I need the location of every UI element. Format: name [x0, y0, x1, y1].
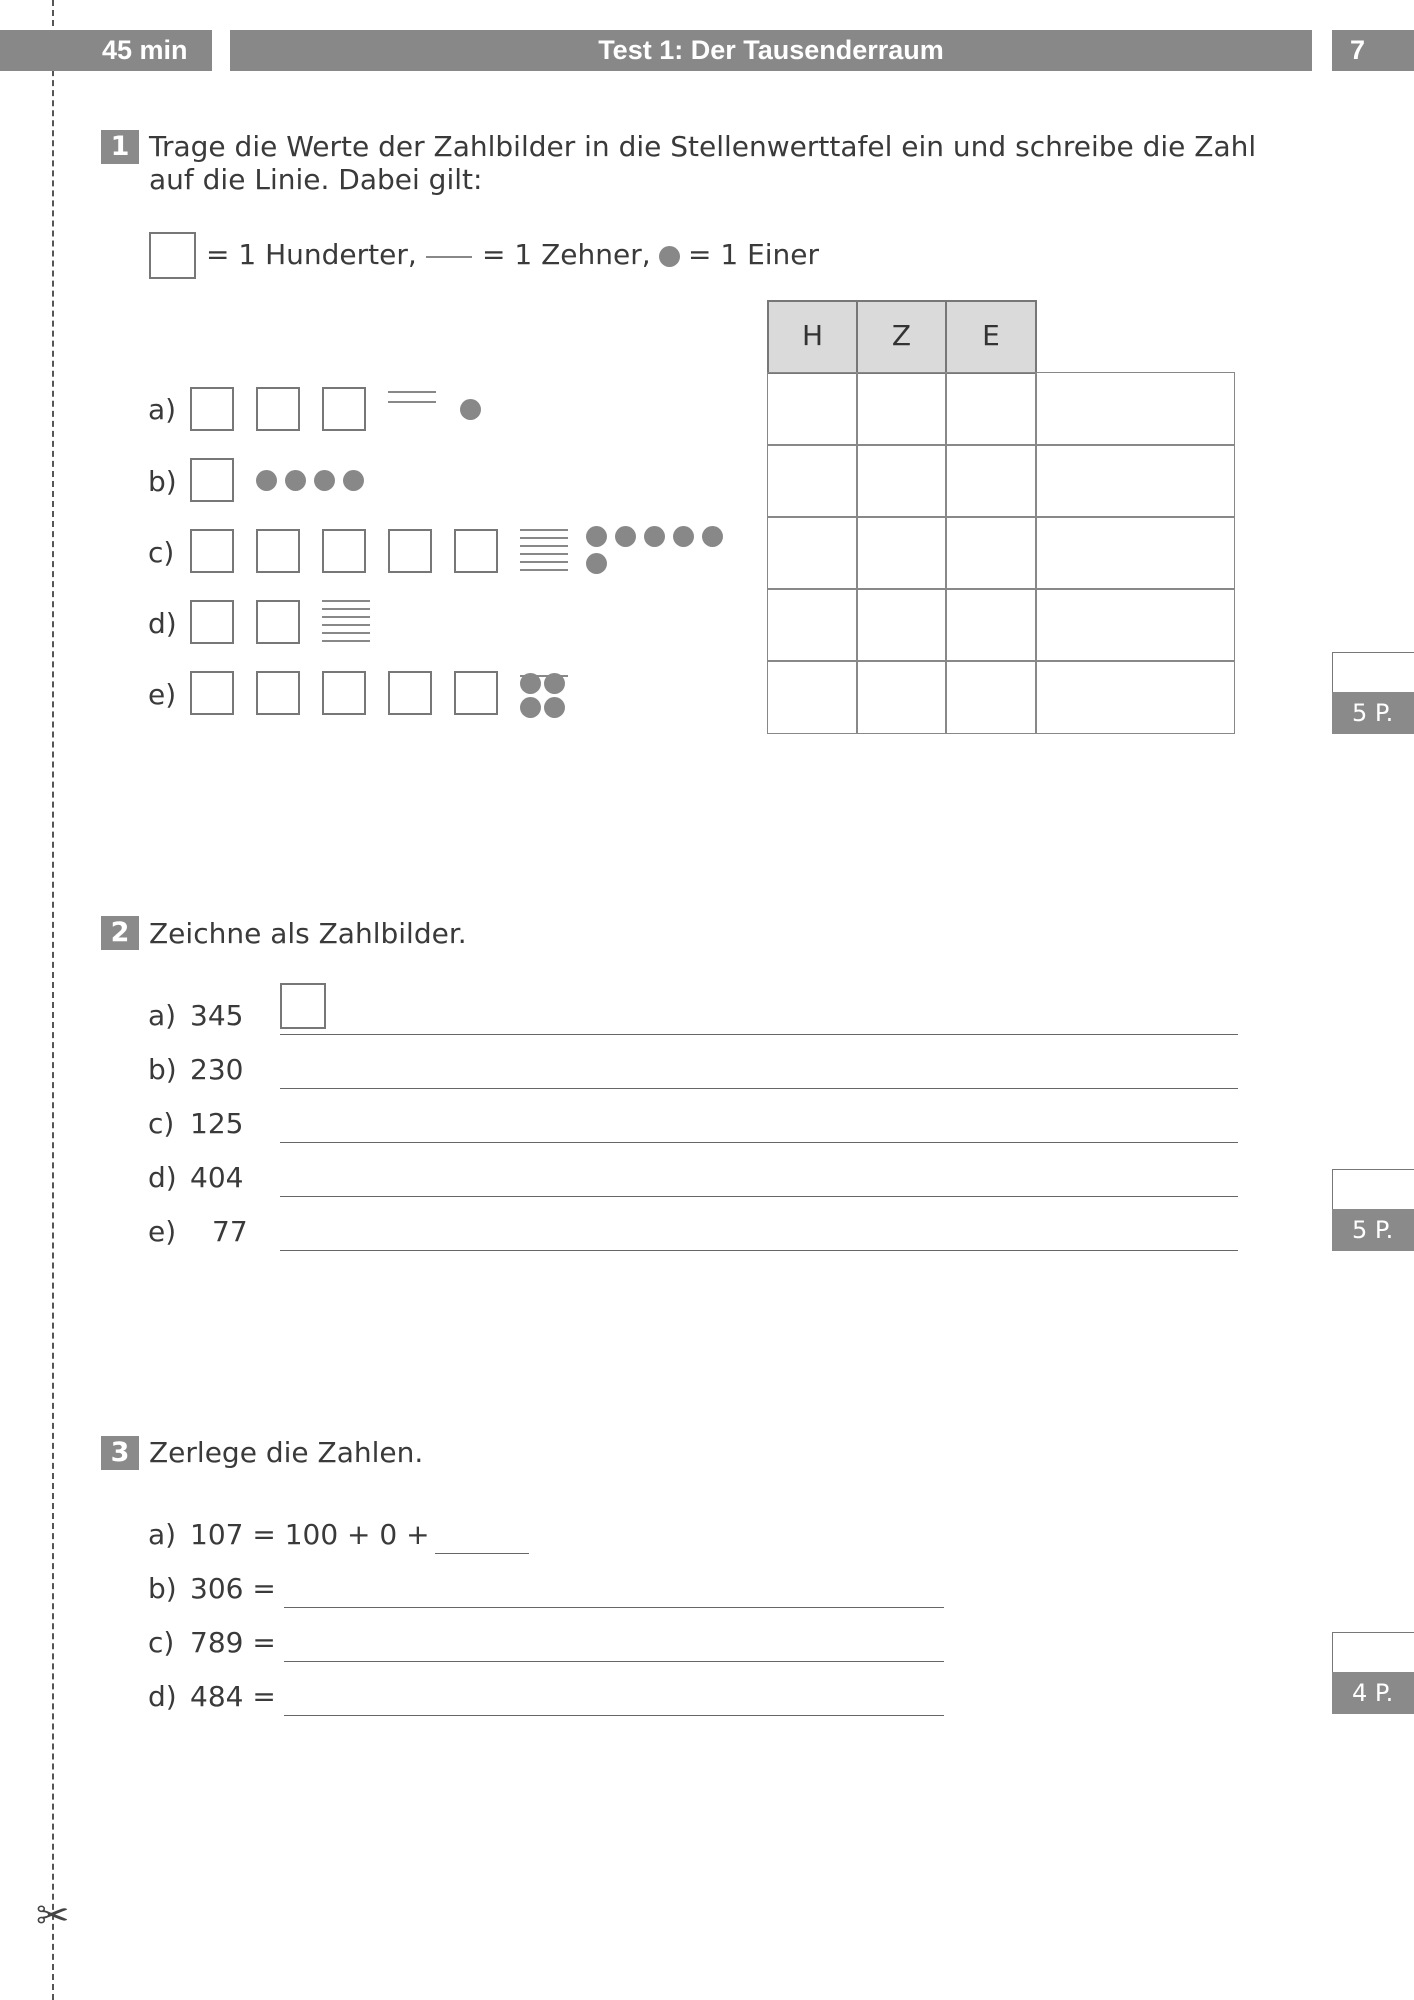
- title-bar: [230, 30, 1312, 71]
- ten-line-d-1: [322, 600, 370, 602]
- one-dot-c-4: [673, 526, 694, 547]
- hundred-square-c-2: [256, 529, 300, 573]
- task3-number: 3: [101, 1436, 139, 1470]
- task2-item-a-value: 345: [190, 999, 244, 1032]
- ten-line-c-6: [520, 569, 568, 571]
- hundred-square-b-1: [190, 458, 234, 502]
- page-number-bar: [1332, 30, 1414, 71]
- one-dot-a-1: [460, 399, 481, 420]
- table-cell-b-h[interactable]: [767, 444, 858, 518]
- one-dot-b-2: [285, 470, 306, 491]
- task1-number: 1: [101, 130, 139, 164]
- table-cell-e-h[interactable]: [767, 660, 858, 734]
- one-dot-b-1: [256, 470, 277, 491]
- hundred-square-a-1: [190, 387, 234, 431]
- one-dot-icon: [659, 246, 680, 267]
- ten-line-a-1: [388, 391, 436, 393]
- hundred-square-icon: [149, 232, 196, 279]
- table-cell-a-h[interactable]: [767, 372, 858, 446]
- table-cell-e-number[interactable]: [1035, 660, 1235, 734]
- task2-answer-line-d[interactable]: [280, 1196, 1238, 1197]
- task1-item-c-label: c): [148, 536, 175, 569]
- task3-item-c-label: c): [148, 1626, 175, 1659]
- task1-score-box: [1332, 652, 1414, 734]
- task2-item-c-value: 125: [190, 1107, 244, 1140]
- task3-item-d-expression: 484 =: [190, 1680, 276, 1713]
- hundred-square-e-4: [388, 671, 432, 715]
- hundred-square-a-3: [322, 387, 366, 431]
- task2-answer-line-a[interactable]: [280, 1034, 1238, 1035]
- task3-item-b-expression: 306 =: [190, 1572, 276, 1605]
- table-cell-c-number[interactable]: [1035, 516, 1235, 590]
- ten-line-c-1: [520, 529, 568, 531]
- table-cell-e-z[interactable]: [856, 660, 947, 734]
- task2-instruction: Zeichne als Zahlbilder.: [149, 917, 467, 950]
- task1-score-field[interactable]: [1332, 652, 1414, 692]
- task3-item-a-expression: 107 = 100 + 0 +: [190, 1518, 430, 1551]
- task2-answer-line-b[interactable]: [280, 1088, 1238, 1089]
- hundred-square-d-2: [256, 600, 300, 644]
- ten-line-d-6: [322, 640, 370, 642]
- task2-item-b-value: 230: [190, 1053, 244, 1086]
- task2-answer-line-c[interactable]: [280, 1142, 1238, 1143]
- table-cell-c-e[interactable]: [945, 516, 1037, 590]
- task1-item-e-label: e): [148, 678, 177, 711]
- table-cell-d-z[interactable]: [856, 588, 947, 662]
- time-bar: [0, 30, 212, 71]
- hundred-square-e-5: [454, 671, 498, 715]
- task3-answer-line-c[interactable]: [284, 1661, 944, 1662]
- table-cell-b-e[interactable]: [945, 444, 1037, 518]
- task3-score-field[interactable]: [1332, 1632, 1414, 1672]
- task2-item-b-label: b): [148, 1053, 177, 1086]
- one-dot-c-5: [702, 526, 723, 547]
- table-header-h: H: [767, 300, 858, 374]
- task3-answer-line-a[interactable]: [435, 1553, 529, 1554]
- ten-line-d-5: [322, 632, 370, 634]
- task3-item-d-label: d): [148, 1680, 177, 1713]
- table-cell-a-number[interactable]: [1035, 372, 1235, 446]
- ten-line-c-2: [520, 537, 568, 539]
- task2-answer-line-e[interactable]: [280, 1250, 1238, 1251]
- table-cell-d-number[interactable]: [1035, 588, 1235, 662]
- table-cell-d-e[interactable]: [945, 588, 1037, 662]
- hundred-square-a-2: [256, 387, 300, 431]
- task2-item-d-value: 404: [190, 1161, 244, 1194]
- table-cell-c-h[interactable]: [767, 516, 858, 590]
- hundred-square-e-2: [256, 671, 300, 715]
- table-cell-b-z[interactable]: [856, 444, 947, 518]
- hundred-square-c-1: [190, 529, 234, 573]
- ten-line-a-2: [388, 401, 436, 403]
- table-cell-b-number[interactable]: [1035, 444, 1235, 518]
- legend-ten-text: = 1 Zehner,: [482, 238, 651, 271]
- table-cell-d-h[interactable]: [767, 588, 858, 662]
- task3-points: 4 P.: [1332, 1672, 1414, 1714]
- example-hundred-square: [280, 983, 326, 1029]
- scissors-icon: ✂: [36, 1893, 70, 1939]
- hundred-square-c-4: [388, 529, 432, 573]
- one-dot-b-4: [343, 470, 364, 491]
- task1-points: 5 P.: [1332, 692, 1414, 734]
- page-title: Test 1: Der Tausenderraum: [598, 35, 944, 65]
- task3-item-b-label: b): [148, 1572, 177, 1605]
- ten-line-d-4: [322, 624, 370, 626]
- hundred-square-d-1: [190, 600, 234, 644]
- task1-instruction-line2: auf die Linie. Dabei gilt:: [149, 163, 483, 196]
- task1-instruction-line1: Trage die Werte der Zahlbilder in die Stellenwerttafel ein und schreibe die Zahl: [149, 130, 1257, 163]
- ten-line-c-3: [520, 545, 568, 547]
- task3-answer-line-b[interactable]: [284, 1607, 944, 1608]
- task2-score-box: [1332, 1169, 1414, 1251]
- one-dot-b-3: [314, 470, 335, 491]
- table-cell-a-e[interactable]: [945, 372, 1037, 446]
- task3-score-box: [1332, 1632, 1414, 1714]
- hundred-square-e-1: [190, 671, 234, 715]
- task2-item-e-label: e): [148, 1215, 177, 1248]
- one-dot-e-2: [544, 673, 565, 694]
- one-dot-e-1: [520, 673, 541, 694]
- task3-item-a-label: a): [148, 1518, 177, 1551]
- table-cell-c-z[interactable]: [856, 516, 947, 590]
- hundred-square-c-5: [454, 529, 498, 573]
- ten-line-c-4: [520, 553, 568, 555]
- legend-hundred-text: = 1 Hunderter,: [206, 238, 417, 271]
- task2-item-c-label: c): [148, 1107, 175, 1140]
- task2-score-field[interactable]: [1332, 1169, 1414, 1209]
- hundred-square-c-3: [322, 529, 366, 573]
- time-label: 45 min: [102, 35, 188, 65]
- hundred-square-e-3: [322, 671, 366, 715]
- table-header-z: Z: [856, 300, 947, 374]
- ten-line-d-3: [322, 616, 370, 618]
- task1-item-b-label: b): [148, 465, 177, 498]
- task1-item-d-label: d): [148, 607, 177, 640]
- task1-item-a-label: a): [148, 393, 177, 426]
- one-dot-c-2: [615, 526, 636, 547]
- legend-one-text: = 1 Einer: [688, 238, 820, 271]
- task2-item-a-label: a): [148, 999, 177, 1032]
- ten-line-icon: [426, 256, 472, 258]
- table-cell-a-z[interactable]: [856, 372, 947, 446]
- task3-instruction: Zerlege die Zahlen.: [149, 1436, 424, 1469]
- table-header-e: E: [945, 300, 1037, 374]
- task3-item-c-expression: 789 =: [190, 1626, 276, 1659]
- cut-line: [52, 0, 54, 2000]
- one-dot-e-4: [544, 697, 565, 718]
- one-dot-c-3: [644, 526, 665, 547]
- page-number: 7: [1350, 35, 1366, 65]
- task2-item-e-value: 77: [212, 1215, 248, 1248]
- ten-line-c-5: [520, 561, 568, 563]
- one-dot-e-3: [520, 697, 541, 718]
- one-dot-c-6: [586, 553, 607, 574]
- ten-line-d-2: [322, 608, 370, 610]
- task3-answer-line-d[interactable]: [284, 1715, 944, 1716]
- one-dot-c-1: [586, 526, 607, 547]
- task2-points: 5 P.: [1332, 1209, 1414, 1251]
- task2-item-d-label: d): [148, 1161, 177, 1194]
- table-cell-e-e[interactable]: [945, 660, 1037, 734]
- task2-number: 2: [101, 916, 139, 950]
